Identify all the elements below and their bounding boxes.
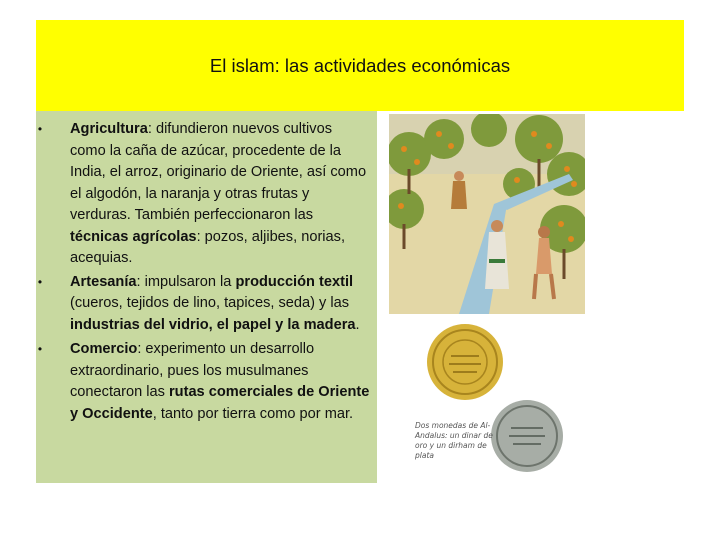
coin-caption: Dos monedas de Al-Andalus: un dinar de oro y un dirham de plata bbox=[415, 421, 493, 460]
bullet-list bbox=[36, 119, 377, 425]
bullet-comercio bbox=[36, 339, 377, 425]
bullet-dot: • bbox=[37, 274, 43, 289]
bullet-artesania bbox=[36, 272, 377, 337]
bullet-label: Agricultura bbox=[70, 121, 148, 137]
irrigation-illustration bbox=[389, 114, 585, 314]
bullet-text: : difundieron nuevos cultivos como la caña de azúcar, procedente de la India, el arroz, originario de Oriente, así como el algodón, la naranja y otras frutas y verduras. También perfeccionaron las bbox=[70, 121, 367, 223]
bullet-text: (cueros, tejidos de lino, tapices, seda) y las bbox=[70, 295, 350, 311]
bullet-label: Artesanía bbox=[70, 273, 137, 290]
irrigation-scene-image bbox=[389, 114, 585, 314]
bullet-dot: • bbox=[37, 342, 43, 356]
bullet-text: : impulsaron la bbox=[136, 273, 236, 290]
bullet-text: : experimento un desarrollo extraordinario, pues los musulmanes conectaron las bbox=[70, 341, 315, 400]
text-panel bbox=[36, 111, 377, 483]
slide-title: El islam: las actividades económicas bbox=[209, 54, 511, 76]
bullet-label: Comercio bbox=[70, 341, 138, 357]
coins-image bbox=[389, 316, 585, 484]
bullet-emphasis: producción textil bbox=[235, 273, 354, 290]
title-band bbox=[36, 20, 684, 111]
bullet-text: . bbox=[355, 316, 360, 333]
bullet-agricultura bbox=[36, 119, 377, 270]
bullet-emphasis: técnicas agrícolas bbox=[70, 228, 197, 245]
bullet-emphasis: rutas comerciales de Oriente y Occidente bbox=[70, 384, 370, 422]
bullet-dot: • bbox=[37, 122, 43, 136]
bullet-emphasis: industrias del vidrio, el papel y la madera bbox=[70, 316, 356, 333]
bullet-text: , tanto por tierra como por mar. bbox=[152, 405, 354, 422]
bullet-text: : pozos, aljibes, norias, acequias. bbox=[70, 228, 346, 266]
